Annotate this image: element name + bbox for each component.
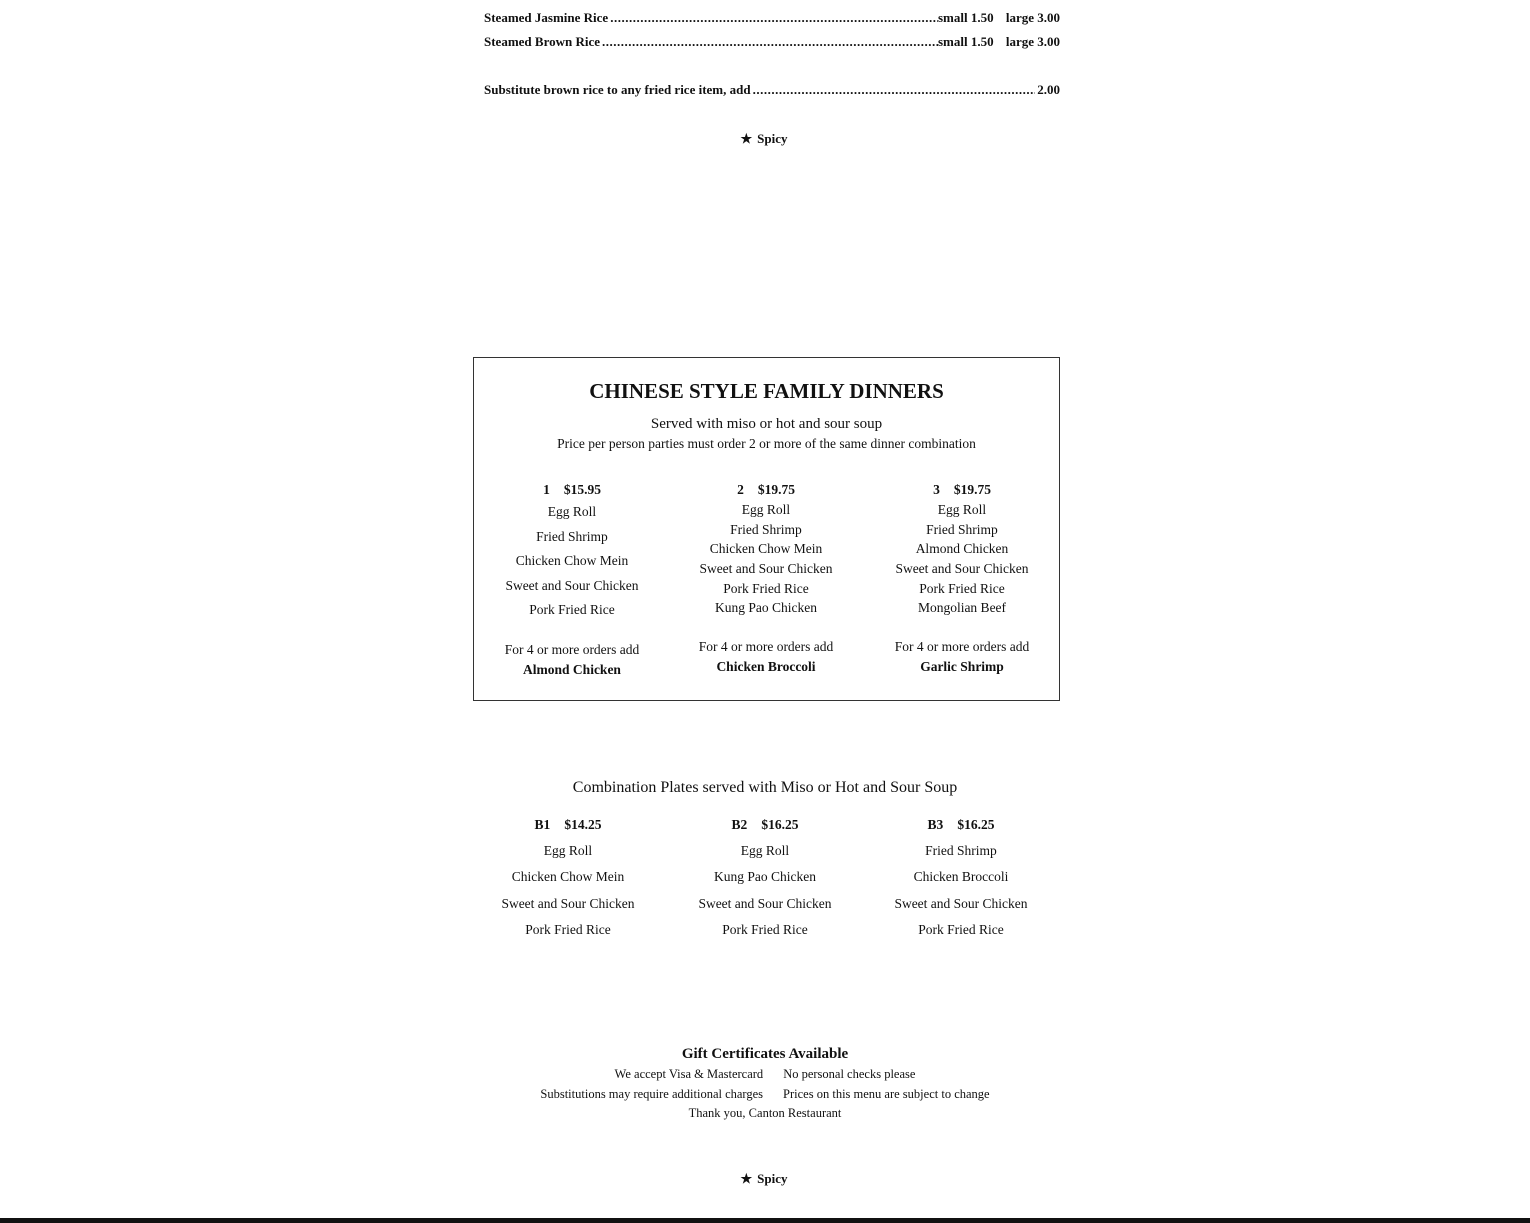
spicy-label: Spicy — [757, 131, 788, 146]
plate-code: B2 — [731, 817, 748, 832]
spicy-label: Spicy — [757, 1171, 788, 1186]
payment-row — [465, 1065, 1065, 1085]
family-combo-1 — [474, 480, 670, 680]
combo-plate-b2 — [667, 815, 863, 943]
gift-certificates-heading: Gift Certificates Available — [681, 1046, 849, 1062]
combo-number: 3 — [933, 482, 940, 497]
star-icon: ★ — [740, 1171, 753, 1186]
combo-item: Sweet and Sour Chicken — [699, 561, 833, 577]
combo-plate-b3 — [863, 815, 1059, 943]
plate-item: Pork Fried Rice — [525, 921, 611, 937]
combo-item: Egg Roll — [547, 504, 597, 519]
combo-item: Egg Roll — [741, 502, 791, 517]
spacer — [474, 623, 670, 640]
plate-item: Sweet and Sour Chicken — [501, 895, 635, 911]
combo-item: Fried Shrimp — [926, 521, 998, 537]
family-dinners-box — [473, 357, 1060, 701]
plate-item: Pork Fried Rice — [722, 921, 808, 937]
rice-item-name: Steamed Jasmine Rice — [484, 10, 609, 25]
rice-item-small-price: small 1.50 — [938, 34, 994, 49]
plate-item: Egg Roll — [740, 843, 790, 858]
combo-header — [668, 480, 864, 500]
family-combo-2 — [668, 480, 864, 677]
combo-header — [864, 480, 1060, 500]
family-dinners-title: CHINESE STYLE FAMILY DINNERS — [589, 379, 944, 403]
combo-price: $19.75 — [953, 482, 991, 497]
plate-header — [863, 815, 1059, 835]
rice-item-jasmine — [484, 10, 1060, 30]
combo-addon-item: Chicken Broccoli — [716, 659, 816, 675]
combo-item: Pork Fried Rice — [723, 580, 809, 596]
plate-price: $14.25 — [564, 817, 602, 832]
combination-plates-title: Combination Plates served with Miso or Hot and Sour Soup — [572, 779, 958, 796]
rice-item-large-price: large 3.00 — [1005, 34, 1060, 49]
plate-item: Pork Fried Rice — [918, 921, 1004, 937]
combo-item: Chicken Chow Mein — [709, 541, 823, 557]
combo-item: Kung Pao Chicken — [715, 600, 817, 616]
rice-item-name: Steamed Brown Rice — [484, 34, 601, 49]
plate-item: Egg Roll — [543, 843, 593, 858]
spicy-legend-bottom — [664, 1171, 864, 1187]
payment-note: We accept Visa & Mastercard — [614, 1067, 764, 1081]
combo-item: Fried Shrimp — [536, 528, 608, 544]
combo-number: 2 — [737, 482, 744, 497]
spacer — [668, 618, 864, 637]
substitute-label: Substitute brown rice to any fried rice item, add — [484, 82, 751, 97]
spicy-legend-top — [664, 131, 864, 147]
menu-footer — [465, 1043, 1065, 1124]
combo-addon-item: Garlic Shrimp — [920, 659, 1004, 675]
plate-item: Sweet and Sour Chicken — [698, 895, 832, 911]
combo-item: Pork Fried Rice — [529, 602, 615, 618]
family-dinners-note: Price per person parties must order 2 or more of the same dinner combination — [557, 436, 976, 451]
combo-item: Sweet and Sour Chicken — [895, 561, 1029, 577]
plate-price: $16.25 — [957, 817, 995, 832]
combo-item: Chicken Chow Mein — [515, 553, 629, 569]
dot-leader — [753, 82, 1036, 98]
combo-item: Pork Fried Rice — [919, 580, 1005, 596]
plate-code: B3 — [927, 817, 944, 832]
combo-item: Sweet and Sour Chicken — [505, 577, 639, 593]
combo-item: Egg Roll — [937, 502, 987, 517]
plate-header — [470, 815, 666, 835]
checks-note: No personal checks please — [783, 1067, 916, 1081]
policy-row — [465, 1085, 1065, 1105]
spacer — [864, 618, 1060, 637]
family-dinners-subtitle: Served with miso or hot and sour soup — [650, 416, 883, 432]
combo-number: 1 — [543, 482, 550, 497]
substitute-brown-rice-line — [484, 82, 1060, 102]
substitutions-note: Substitutions may require additional charges — [540, 1086, 764, 1101]
combo-item: Mongolian Beef — [917, 600, 1007, 616]
plate-item: Fried Shrimp — [925, 843, 997, 858]
plate-item: Chicken Chow Mein — [511, 869, 625, 885]
dot-leader — [602, 34, 938, 50]
star-icon: ★ — [740, 131, 753, 146]
rice-item-large-price: large 3.00 — [1005, 10, 1060, 25]
substitute-price: 2.00 — [1037, 82, 1060, 97]
rice-item-small-price: small 1.50 — [938, 10, 994, 25]
combo-item: Fried Shrimp — [730, 521, 802, 537]
plate-code: B1 — [534, 817, 551, 832]
combo-addon-label: For 4 or more orders add — [894, 639, 1030, 655]
family-combo-3 — [864, 480, 1060, 677]
plate-header — [667, 815, 863, 835]
rice-item-brown — [484, 34, 1060, 54]
plate-item: Sweet and Sour Chicken — [894, 895, 1028, 911]
page-bottom-rule — [0, 1218, 1530, 1223]
plate-item: Kung Pao Chicken — [714, 869, 816, 885]
thanks-line: Thank you, Canton Restaurant — [688, 1106, 842, 1121]
combo-price: $15.95 — [563, 482, 601, 497]
plate-item: Chicken Broccoli — [913, 869, 1009, 885]
combo-price: $19.75 — [757, 482, 795, 497]
dot-leader — [610, 10, 938, 26]
plate-price: $16.25 — [761, 817, 799, 832]
combo-header — [474, 480, 670, 500]
combo-addon-label: For 4 or more orders add — [504, 641, 640, 657]
combo-addon-item: Almond Chicken — [523, 661, 621, 677]
combo-addon-label: For 4 or more orders add — [698, 639, 834, 655]
prices-note: Prices on this menu are subject to change — [783, 1086, 990, 1101]
combo-plate-b1 — [470, 815, 666, 943]
combo-item: Almond Chicken — [915, 541, 1009, 557]
